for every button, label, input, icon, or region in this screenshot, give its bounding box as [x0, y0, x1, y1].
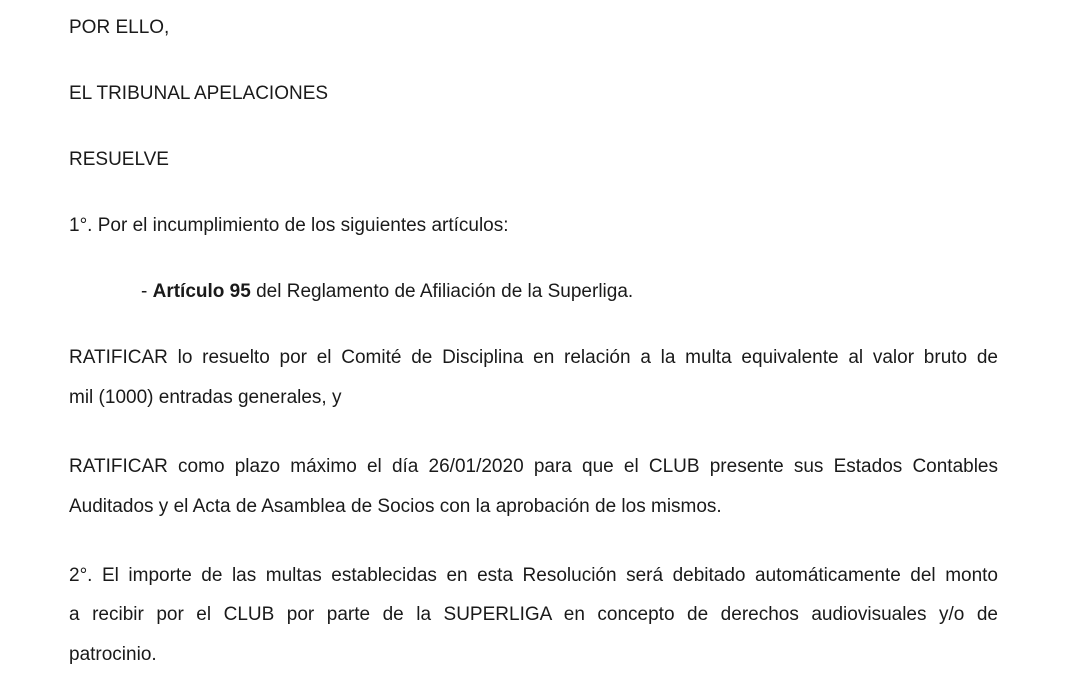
heading-por-ello: POR ELLO,	[69, 17, 170, 38]
ratificar-1-line-2: mil (1000) entradas generales, y	[69, 387, 342, 408]
bullet-article-rest: del Reglamento de Afiliación de la Superliga.	[250, 281, 634, 302]
bullet-article-bold: Artículo 95	[152, 281, 251, 302]
ratificar-1-line-1: RATIFICAR lo resuelto por el Comité de Disciplina en relación a la multa equivalente al valor bruto de	[69, 347, 998, 368]
item-2-line-1: 2°. El importe de las multas establecidas en esta Resolución será debitado automáticamente del monto	[69, 565, 998, 586]
item-1-intro: 1°. Por el incumplimiento de los siguientes artículos:	[69, 215, 509, 236]
bullet-prefix: -	[141, 281, 153, 302]
item-2-line-3: patrocinio.	[69, 644, 157, 665]
bullet-article-95	[141, 281, 633, 303]
ratificar-2-line-1: RATIFICAR como plazo máximo el día 26/01/2020 para que el CLUB presente sus Estados Contables	[69, 456, 998, 477]
item-2-line-2: a recibir por el CLUB por parte de la SUPERLIGA en concepto de derechos audiovisuales y/o de	[69, 604, 998, 625]
ratificar-2-line-2: Auditados y el Acta de Asamblea de Socios con la aprobación de los mismos.	[69, 496, 722, 517]
heading-tribunal: EL TRIBUNAL APELACIONES	[69, 83, 329, 104]
heading-resuelve: RESUELVE	[69, 149, 169, 170]
